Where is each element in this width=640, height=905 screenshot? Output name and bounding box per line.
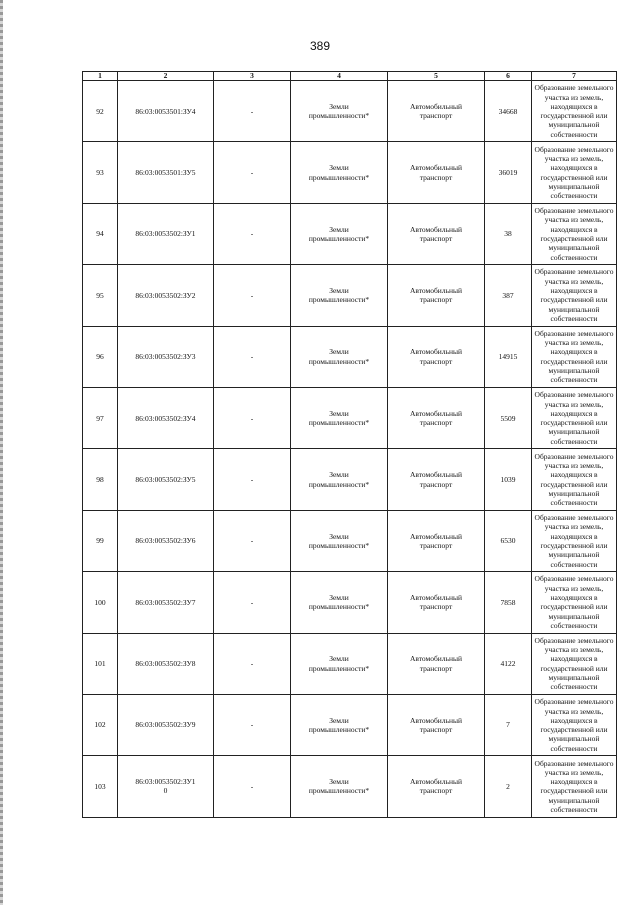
- land-category-cell: Земли промышленности*: [291, 694, 388, 755]
- row-number-cell: 92: [83, 81, 118, 142]
- header-row: [83, 72, 617, 81]
- cadastral-number-cell: 86:03:0053502:ЗУ9: [118, 694, 214, 755]
- area-cell: 2: [485, 756, 532, 817]
- note-cell: Образование земельного участка из земель, находящихся в государственной или муниципальной собственности: [532, 265, 617, 326]
- row-number-cell: 94: [83, 203, 118, 264]
- permitted-use-cell: Автомобильный транспорт: [388, 572, 485, 633]
- area-cell: 34668: [485, 81, 532, 142]
- table-row: [83, 203, 617, 264]
- column-3-cell: -: [214, 633, 291, 694]
- note-cell: Образование земельного участка из земель, находящихся в государственной или муниципальной собственности: [532, 203, 617, 264]
- permitted-use-cell: Автомобильный транспорт: [388, 510, 485, 571]
- cadastral-number-cell: 86:03:0053502:ЗУ4: [118, 387, 214, 448]
- column-3-cell: -: [214, 756, 291, 817]
- row-number-cell: 97: [83, 387, 118, 448]
- area-cell: 7858: [485, 572, 532, 633]
- permitted-use-cell: Автомобильный транспорт: [388, 756, 485, 817]
- column-3-cell: -: [214, 81, 291, 142]
- table-row: [83, 142, 617, 203]
- column-3-cell: -: [214, 510, 291, 571]
- table-row: [83, 510, 617, 571]
- column-3-cell: -: [214, 449, 291, 510]
- note-cell: Образование земельного участка из земель, находящихся в государственной или муниципальной собственности: [532, 449, 617, 510]
- column-header: 1: [83, 72, 118, 81]
- cadastral-number-cell: 86:03:0053501:ЗУ5: [118, 142, 214, 203]
- land-category-cell: Земли промышленности*: [291, 265, 388, 326]
- land-category-cell: Земли промышленности*: [291, 756, 388, 817]
- note-cell: Образование земельного участка из земель, находящихся в государственной или муниципальной собственности: [532, 387, 617, 448]
- land-category-cell: Земли промышленности*: [291, 449, 388, 510]
- permitted-use-cell: Автомобильный транспорт: [388, 81, 485, 142]
- area-cell: 36019: [485, 142, 532, 203]
- cadastral-number-cell: 86:03:0053502:ЗУ8: [118, 633, 214, 694]
- row-number-cell: 100: [83, 572, 118, 633]
- row-number-cell: 95: [83, 265, 118, 326]
- column-3-cell: -: [214, 572, 291, 633]
- table-row: [83, 633, 617, 694]
- note-cell: Образование земельного участка из земель, находящихся в государственной или муниципальной собственности: [532, 510, 617, 571]
- area-cell: 4122: [485, 633, 532, 694]
- area-cell: 14915: [485, 326, 532, 387]
- area-cell: 7: [485, 694, 532, 755]
- land-category-cell: Земли промышленности*: [291, 510, 388, 571]
- table-row: [83, 449, 617, 510]
- column-3-cell: -: [214, 203, 291, 264]
- table-row: [83, 756, 617, 817]
- table-row: [83, 81, 617, 142]
- permitted-use-cell: Автомобильный транспорт: [388, 694, 485, 755]
- land-category-cell: Земли промышленности*: [291, 81, 388, 142]
- cadastral-number-cell: 86:03:0053502:ЗУ1 0: [118, 756, 214, 817]
- table-row: [83, 387, 617, 448]
- permitted-use-cell: Автомобильный транспорт: [388, 142, 485, 203]
- land-category-cell: Земли промышленности*: [291, 142, 388, 203]
- note-cell: Образование земельного участка из земель, находящихся в государственной или муниципальной собственности: [532, 756, 617, 817]
- land-category-cell: Земли промышленности*: [291, 633, 388, 694]
- cadastral-number-cell: 86:03:0053502:ЗУ3: [118, 326, 214, 387]
- land-category-cell: Земли промышленности*: [291, 387, 388, 448]
- land-category-cell: Земли промышленности*: [291, 572, 388, 633]
- area-cell: 5509: [485, 387, 532, 448]
- area-cell: 38: [485, 203, 532, 264]
- permitted-use-cell: Автомобильный транспорт: [388, 203, 485, 264]
- cadastral-number-cell: 86:03:0053501:ЗУ4: [118, 81, 214, 142]
- note-cell: Образование земельного участка из земель, находящихся в государственной или муниципальной собственности: [532, 633, 617, 694]
- note-cell: Образование земельного участка из земель, находящихся в государственной или муниципальной собственности: [532, 572, 617, 633]
- cadastral-number-cell: 86:03:0053502:ЗУ5: [118, 449, 214, 510]
- column-header: 4: [291, 72, 388, 81]
- column-header: 5: [388, 72, 485, 81]
- column-3-cell: -: [214, 387, 291, 448]
- column-header: 3: [214, 72, 291, 81]
- page-number: 389: [309, 39, 331, 53]
- note-cell: Образование земельного участка из земель, находящихся в государственной или муниципальной собственности: [532, 81, 617, 142]
- column-3-cell: -: [214, 694, 291, 755]
- column-header: 6: [485, 72, 532, 81]
- land-plots-table: [82, 71, 617, 818]
- note-cell: Образование земельного участка из земель, находящихся в государственной или муниципальной собственности: [532, 142, 617, 203]
- land-category-cell: Земли промышленности*: [291, 326, 388, 387]
- cadastral-number-cell: 86:03:0053502:ЗУ7: [118, 572, 214, 633]
- area-cell: 1039: [485, 449, 532, 510]
- table-row: [83, 694, 617, 755]
- row-number-cell: 99: [83, 510, 118, 571]
- row-number-cell: 96: [83, 326, 118, 387]
- cadastral-number-cell: 86:03:0053502:ЗУ1: [118, 203, 214, 264]
- table-row: [83, 572, 617, 633]
- permitted-use-cell: Автомобильный транспорт: [388, 265, 485, 326]
- column-header: 7: [532, 72, 617, 81]
- permitted-use-cell: Автомобильный транспорт: [388, 326, 485, 387]
- table-row: [83, 326, 617, 387]
- note-cell: Образование земельного участка из земель, находящихся в государственной или муниципальной собственности: [532, 694, 617, 755]
- permitted-use-cell: Автомобильный транспорт: [388, 387, 485, 448]
- column-3-cell: -: [214, 326, 291, 387]
- land-category-cell: Земли промышленности*: [291, 203, 388, 264]
- area-cell: 6530: [485, 510, 532, 571]
- row-number-cell: 103: [83, 756, 118, 817]
- row-number-cell: 102: [83, 694, 118, 755]
- scan-edge: [0, 0, 3, 905]
- permitted-use-cell: Автомобильный транспорт: [388, 449, 485, 510]
- area-cell: 387: [485, 265, 532, 326]
- permitted-use-cell: Автомобильный транспорт: [388, 633, 485, 694]
- column-3-cell: -: [214, 142, 291, 203]
- row-number-cell: 98: [83, 449, 118, 510]
- column-3-cell: -: [214, 265, 291, 326]
- row-number-cell: 101: [83, 633, 118, 694]
- cadastral-number-cell: 86:03:0053502:ЗУ2: [118, 265, 214, 326]
- table-row: [83, 265, 617, 326]
- note-cell: Образование земельного участка из земель, находящихся в государственной или муниципальной собственности: [532, 326, 617, 387]
- column-header: 2: [118, 72, 214, 81]
- row-number-cell: 93: [83, 142, 118, 203]
- cadastral-number-cell: 86:03:0053502:ЗУ6: [118, 510, 214, 571]
